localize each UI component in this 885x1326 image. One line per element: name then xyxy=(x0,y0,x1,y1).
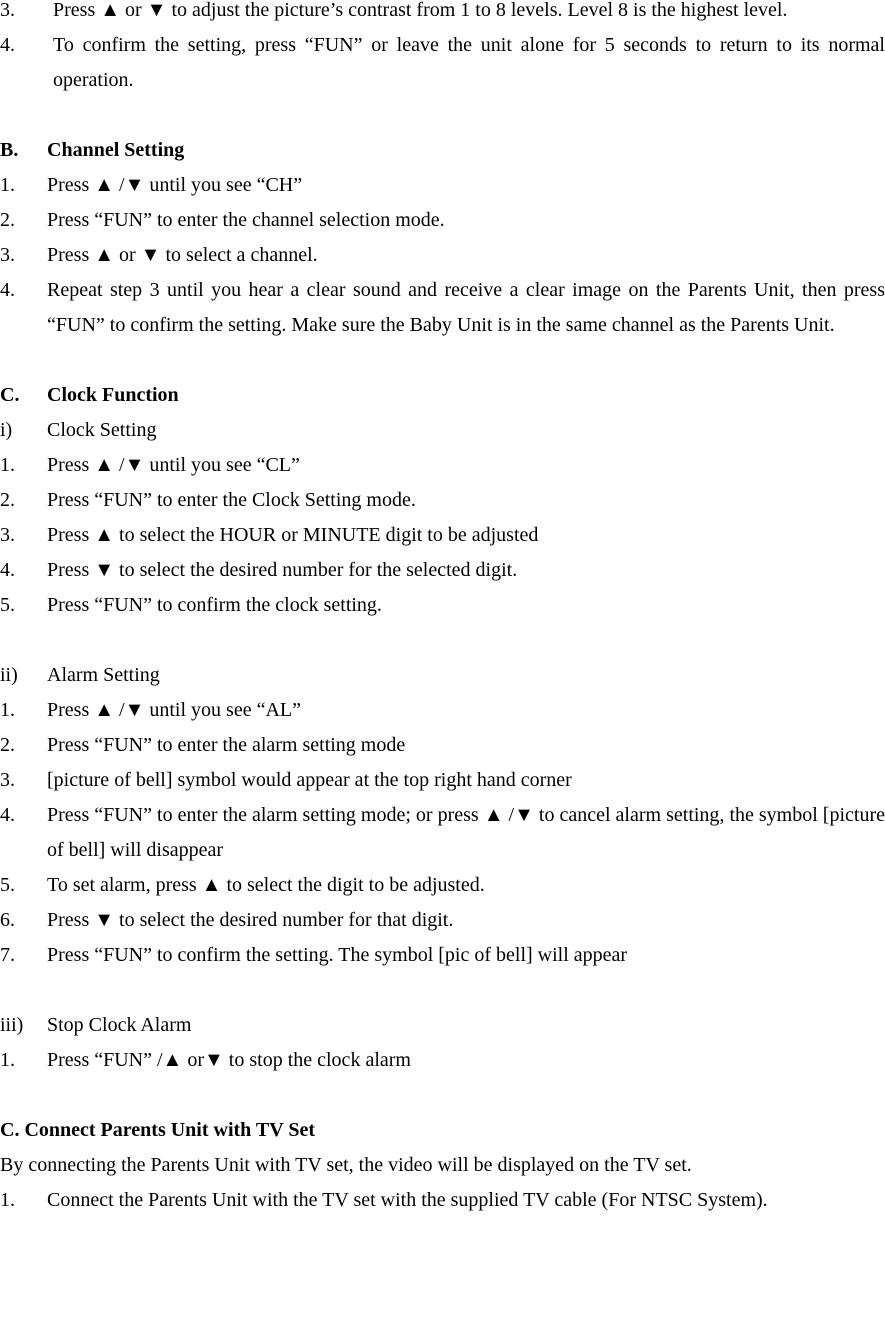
alarm-step xyxy=(0,938,885,973)
alarm-step xyxy=(0,798,885,868)
channel-step xyxy=(0,168,885,203)
channel-step xyxy=(0,203,885,238)
subsection-number: ii) xyxy=(0,664,18,686)
section-heading-clock xyxy=(0,378,885,413)
step-text: Press ▲ or ▼ to select a channel. xyxy=(47,244,318,266)
step-text: Press “FUN” to confirm the clock setting. xyxy=(47,594,382,616)
step-number: 3. xyxy=(0,769,15,791)
clock-step xyxy=(0,518,885,553)
step-text: Press ▲ /▼ until you see “CH” xyxy=(47,174,303,196)
subsection-heading-stop-alarm xyxy=(0,1008,885,1043)
step-text: Press “FUN” to enter the Clock Setting mode. xyxy=(47,489,416,511)
section-letter: B. xyxy=(0,139,19,161)
step-number: 7. xyxy=(0,944,15,966)
intro-step xyxy=(0,28,885,98)
step-number: 1. xyxy=(0,1189,15,1211)
subsection-title: Stop Clock Alarm xyxy=(47,1014,192,1036)
alarm-step xyxy=(0,763,885,798)
clock-step xyxy=(0,553,885,588)
subsection-title: Alarm Setting xyxy=(47,664,160,686)
step-text: Press ▲ to select the HOUR or MINUTE digit to be adjusted xyxy=(47,524,539,546)
clock-step xyxy=(0,588,885,623)
step-number: 4. xyxy=(0,804,15,826)
step-text: [picture of bell] symbol would appear at the top right hand corner xyxy=(47,769,572,791)
clock-step xyxy=(0,448,885,483)
step-text: Repeat step 3 until you hear a clear sound and receive a clear image on the Parents Unit, then press “FUN” to confirm the setting. Make sure the Baby Unit is in the same channel as the Parents Unit. xyxy=(47,279,885,336)
channel-step xyxy=(0,238,885,273)
step-text: To confirm the setting, press “FUN” or leave the unit alone for 5 seconds to return to its normal operation. xyxy=(53,34,885,91)
tv-step xyxy=(0,1183,885,1218)
stop-alarm-step xyxy=(0,1043,885,1078)
spacer xyxy=(0,973,885,1008)
subsection-heading-alarm-setting xyxy=(0,658,885,693)
section-letter: C. xyxy=(0,384,20,406)
step-number: 1. xyxy=(0,1049,15,1071)
spacer xyxy=(0,1078,885,1113)
clock-step xyxy=(0,483,885,518)
spacer xyxy=(0,98,885,133)
alarm-step xyxy=(0,728,885,763)
step-number: 6. xyxy=(0,909,15,931)
alarm-step xyxy=(0,903,885,938)
step-text: Press “FUN” to enter the alarm setting mode; or press ▲ /▼ to cancel alarm setting, the symbol [picture of bell] will disappear xyxy=(47,804,885,861)
step-number: 1. xyxy=(0,699,15,721)
step-number: 4. xyxy=(0,559,15,581)
step-number: 2. xyxy=(0,209,15,231)
step-text: Press ▲ or ▼ to adjust the picture’s contrast from 1 to 8 levels. Level 8 is the highest level. xyxy=(53,0,788,21)
step-text: To set alarm, press ▲ to select the digit to be adjusted. xyxy=(47,874,485,896)
subsection-title: Clock Setting xyxy=(47,419,157,441)
alarm-step xyxy=(0,693,885,728)
spacer xyxy=(0,623,885,658)
intro-step xyxy=(0,0,885,28)
step-text: Press ▲ /▼ until you see “CL” xyxy=(47,454,300,476)
section-title: Channel Setting xyxy=(47,139,185,161)
step-number: 5. xyxy=(0,874,15,896)
step-text: Press “FUN” /▲ or▼ to stop the clock alarm xyxy=(47,1049,411,1071)
spacer xyxy=(0,343,885,378)
step-text: Press ▼ to select the desired number for the selected digit. xyxy=(47,559,518,581)
step-number: 4. xyxy=(0,34,15,56)
channel-step xyxy=(0,273,885,343)
step-number: 3. xyxy=(0,0,15,21)
subsection-heading-clock-setting xyxy=(0,413,885,448)
step-text: Press “FUN” to enter the alarm setting mode xyxy=(47,734,406,756)
alarm-step xyxy=(0,868,885,903)
subsection-number: iii) xyxy=(0,1014,24,1036)
step-text: Connect the Parents Unit with the TV set with the supplied TV cable (For NTSC System). xyxy=(47,1189,768,1211)
step-text: Press “FUN” to confirm the setting. The symbol [pic of bell] will appear xyxy=(47,944,628,966)
step-number: 2. xyxy=(0,734,15,756)
section-heading-channel xyxy=(0,133,885,168)
section-title: Clock Function xyxy=(47,384,179,406)
step-text: Press “FUN” to enter the channel selection mode. xyxy=(47,209,445,231)
step-number: 5. xyxy=(0,594,15,616)
step-number: 2. xyxy=(0,489,15,511)
step-number: 3. xyxy=(0,244,15,266)
subsection-number: i) xyxy=(0,419,13,441)
step-number: 1. xyxy=(0,454,15,476)
section-heading-tv: C. Connect Parents Unit with TV Set xyxy=(0,1119,316,1141)
step-text: Press ▼ to select the desired number for that digit. xyxy=(47,909,454,931)
step-number: 4. xyxy=(0,279,15,301)
step-number: 3. xyxy=(0,524,15,546)
step-text: Press ▲ /▼ until you see “AL” xyxy=(47,699,301,721)
step-number: 1. xyxy=(0,174,15,196)
tv-intro-text: By connecting the Parents Unit with TV set, the video will be displayed on the TV set. xyxy=(0,1154,692,1176)
